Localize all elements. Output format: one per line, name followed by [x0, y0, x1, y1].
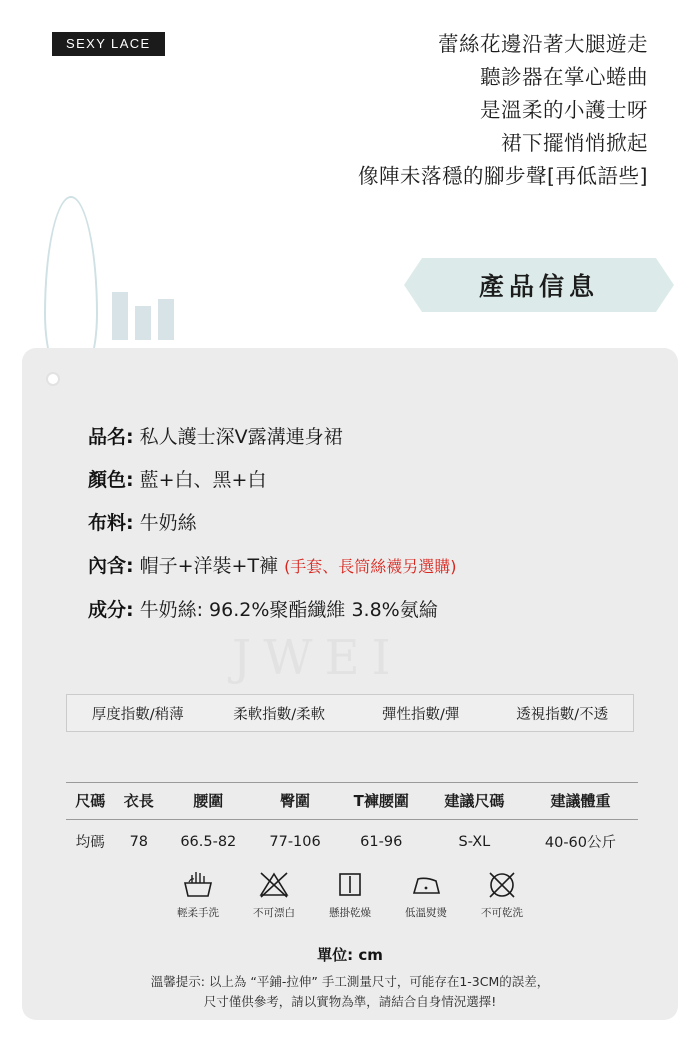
table-row [66, 820, 638, 857]
spec-key: 內含: [88, 555, 134, 577]
care-label: 不可乾洗 [481, 907, 523, 919]
care-label: 懸掛乾燥 [329, 907, 371, 919]
unit-note: 單位: cm [317, 946, 383, 964]
fabric-index-item: 彈性指數/彈 [382, 706, 460, 723]
spec-value: 帽子+洋裝+T褲 [139, 555, 279, 577]
care-item [245, 868, 303, 920]
spec-value: 私人護士深V露溝連身裙 [139, 426, 343, 448]
poem-line: 聽診器在掌心蜷曲 [480, 65, 648, 89]
low-temp-iron-icon [397, 868, 455, 902]
spec-row [88, 510, 638, 536]
table-cell: 66.5-82 [180, 833, 237, 850]
spec-value: 藍+白、黑+白 [139, 469, 267, 491]
poem-line: 是溫柔的小護士呀 [480, 98, 648, 122]
spec-row [88, 424, 638, 450]
spec-key: 布料: [88, 512, 134, 534]
care-item [397, 868, 455, 920]
tips-line: 溫馨提示: 以上為 “平鋪-拉伸” 手工測量尺寸，可能存在1-3CM的誤差， [150, 974, 550, 989]
table-header-cell: 建議體重 [523, 783, 638, 820]
care-item [169, 868, 227, 920]
poem-block [358, 28, 648, 193]
table-header-cell: 腰圍 [163, 783, 253, 820]
poem-line: 像陣未落穩的腳步聲[再低語些] [358, 164, 648, 188]
no-bleach-icon [245, 868, 303, 902]
spec-value: 牛奶絲 [139, 512, 197, 534]
section-ribbon-product-info [422, 258, 656, 312]
care-label: 低溫熨燙 [405, 907, 447, 919]
care-instructions [22, 868, 678, 920]
size-table [66, 782, 638, 856]
table-cell: 61-96 [360, 833, 403, 850]
table-cell: 40-60公斤 [544, 835, 617, 851]
care-item [321, 868, 379, 920]
section-ribbon-label: 產品信息 [478, 272, 599, 301]
table-cell: S-XL [458, 833, 491, 850]
punch-hole-icon [46, 372, 60, 386]
spec-row [88, 553, 638, 580]
watermark-text: JWEI [232, 630, 403, 686]
table-header-cell: 建議尺碼 [426, 783, 523, 820]
table-header-cell: 尺碼 [66, 783, 115, 820]
spec-key: 成分: [88, 599, 134, 621]
spec-value: 牛奶絲: 96.2%聚酯纖維 3.8%氨綸 [139, 599, 438, 621]
measurement-tips [22, 972, 678, 1012]
spec-note: (手套、長筒絲襪另選購) [284, 557, 457, 576]
hang-dry-icon [321, 868, 379, 902]
table-header-cell: T褲腰圍 [337, 783, 426, 820]
care-item [473, 868, 531, 920]
hand-wash-icon [169, 868, 227, 902]
table-cell: 78 [129, 833, 149, 850]
tips-line: 尺寸僅供參考，請以實物為準，請結合自身情況選擇! [203, 994, 497, 1009]
spec-list [88, 424, 638, 640]
table-header-cell: 衣長 [115, 783, 164, 820]
spec-key: 顏色: [88, 469, 134, 491]
fabric-index-bar [66, 694, 634, 732]
table-header-row [66, 783, 638, 820]
care-label: 輕柔手洗 [177, 907, 219, 919]
poem-line: 蕾絲花邊沿著大腿遊走 [438, 32, 648, 56]
table-cell: 77-106 [269, 833, 321, 850]
decorative-bars [112, 292, 174, 340]
table-cell: 均碼 [75, 835, 105, 851]
page-header [0, 0, 700, 210]
product-info-panel [22, 348, 678, 1020]
no-dry-clean-icon [473, 868, 531, 902]
spec-key: 品名: [88, 426, 134, 448]
spec-row [88, 597, 638, 623]
care-label: 不可漂白 [253, 907, 295, 919]
brand-tag: SEXY LACE [52, 32, 165, 56]
poem-line: 裙下擺悄悄掀起 [501, 131, 648, 155]
fabric-index-item: 透視指數/不透 [516, 706, 609, 723]
fabric-index-item: 柔軟指數/柔軟 [233, 706, 326, 723]
spec-row [88, 467, 638, 493]
fabric-index-item: 厚度指數/稍薄 [91, 706, 184, 723]
table-header-cell: 臀圍 [254, 783, 337, 820]
